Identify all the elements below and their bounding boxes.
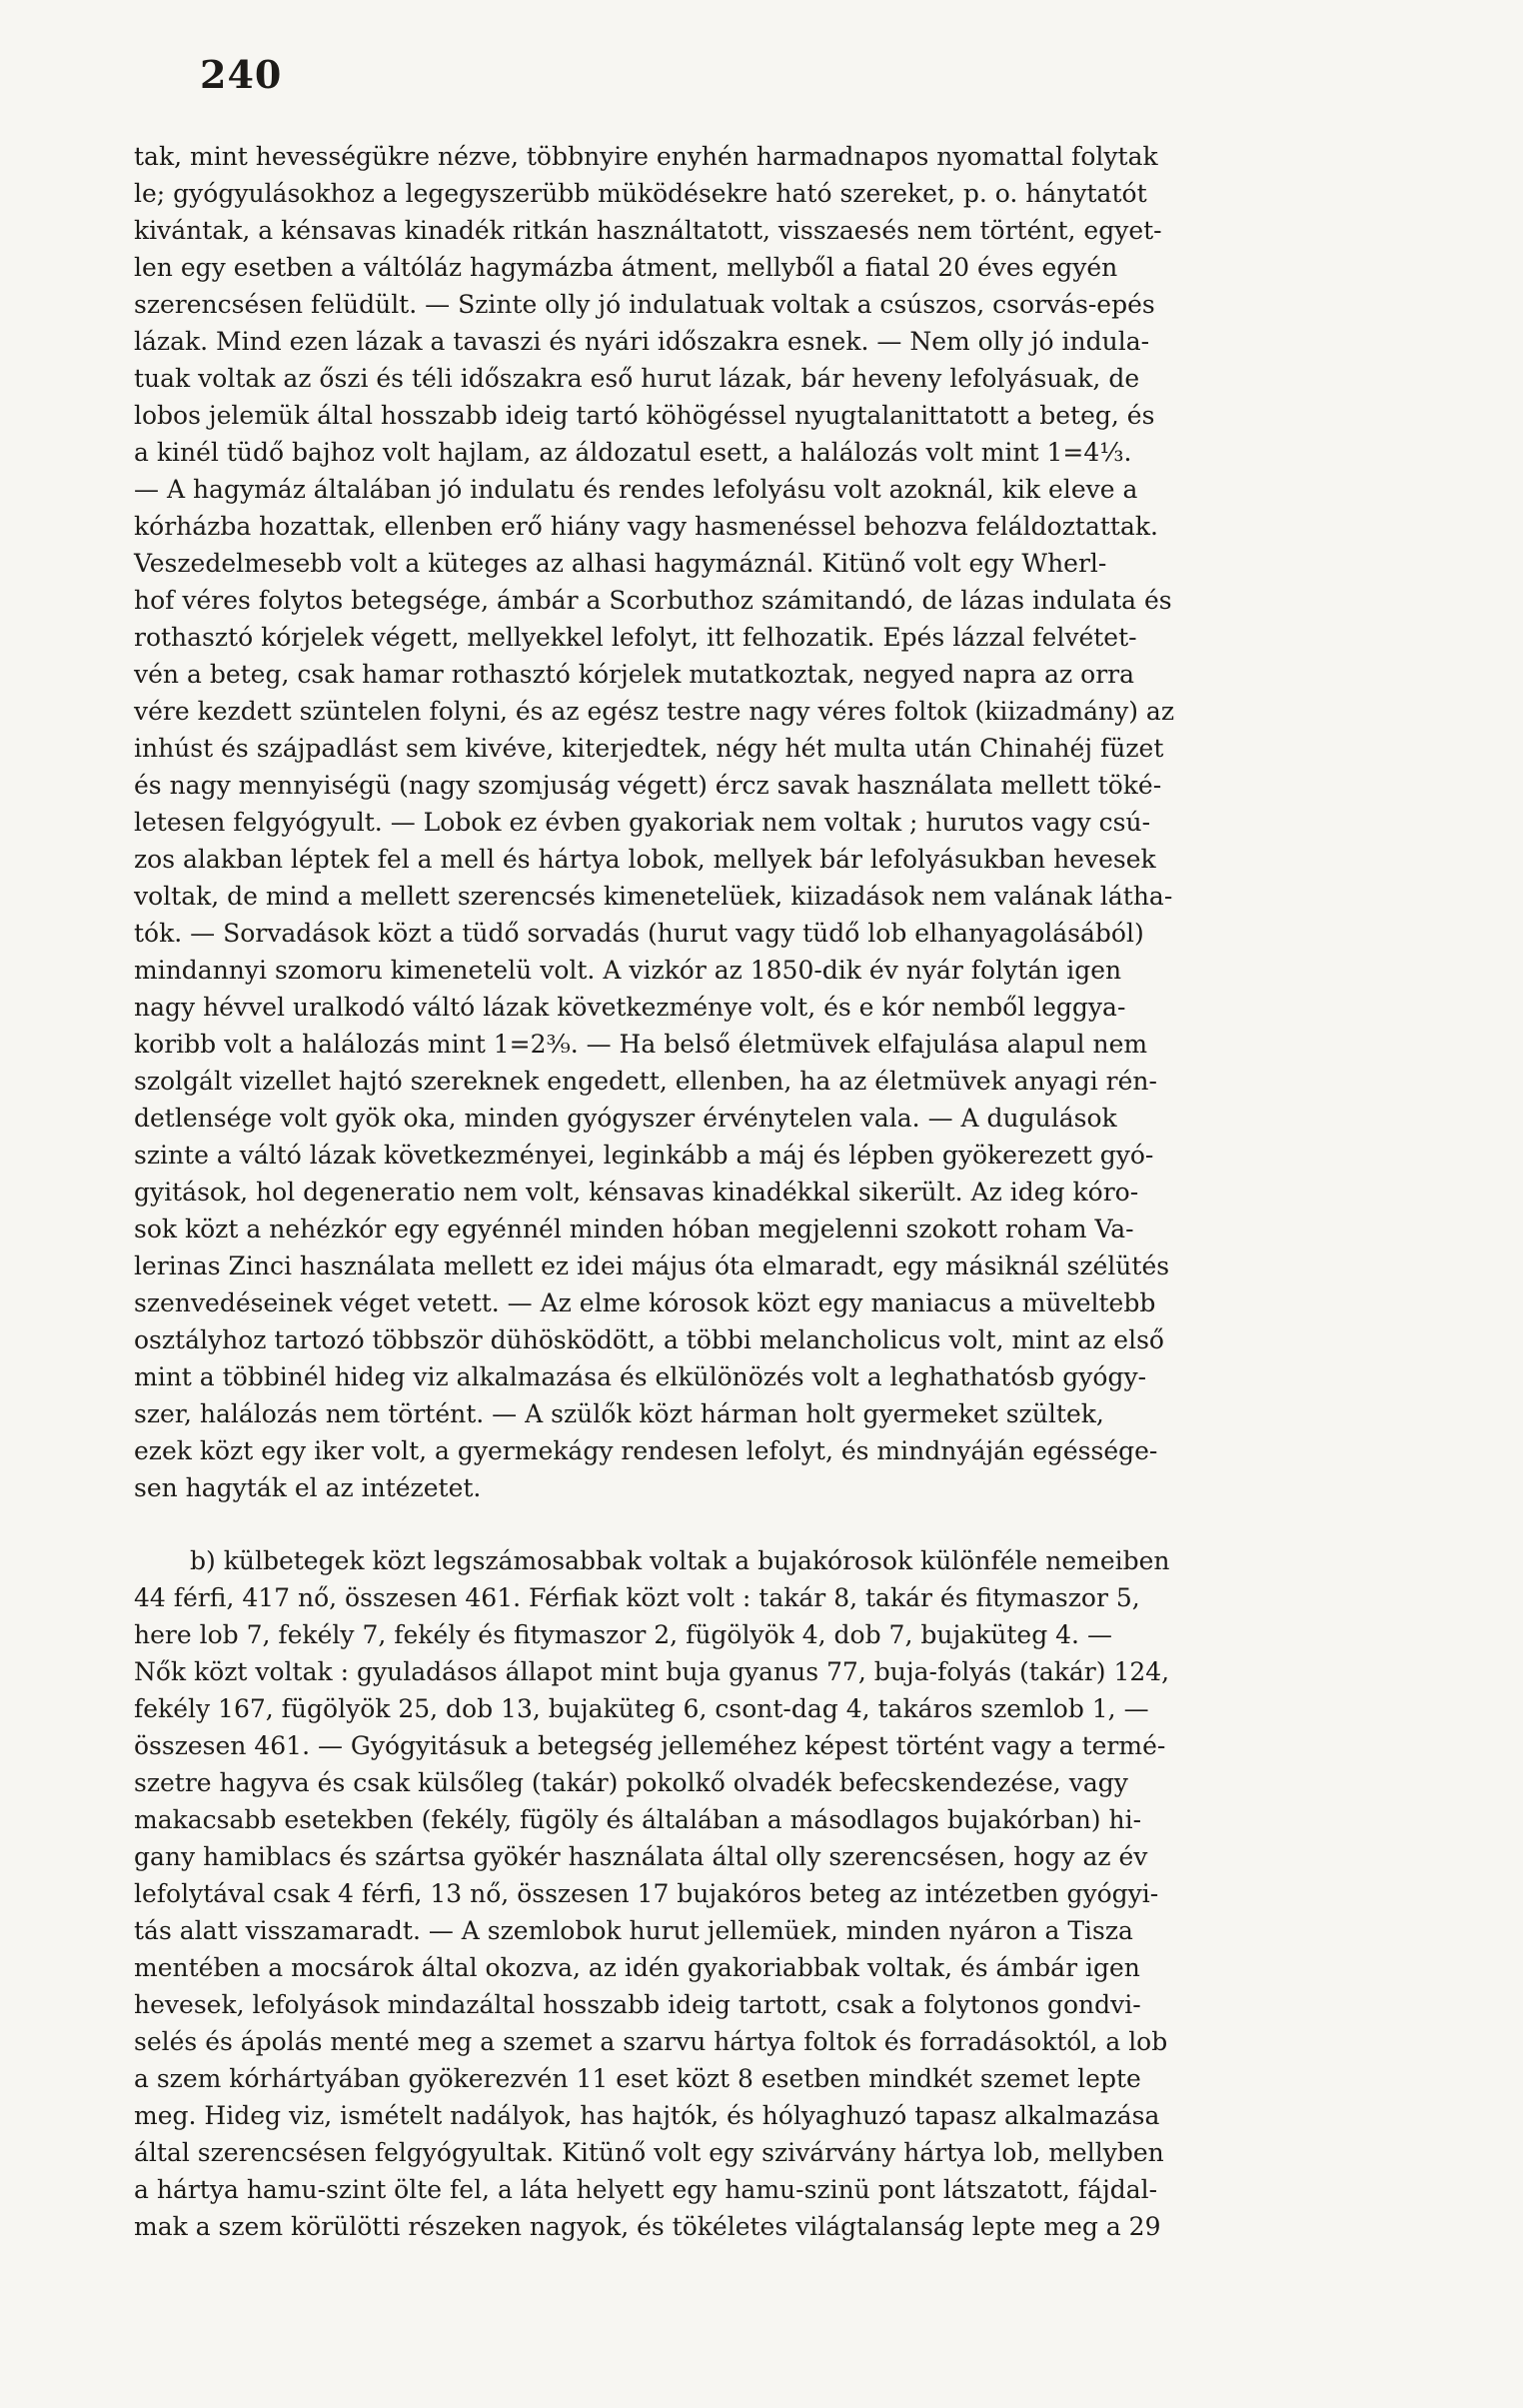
text-line: makacsabb esetekben (fekély, fügöly és általában a másodlagos bujakórban) hi- <box>134 1805 1142 1834</box>
paragraph-gap <box>134 1506 1435 1542</box>
text-line: ezek közt egy iker volt, a gyermekágy rendesen lefolyt, és mindnyáján egéssége- <box>134 1436 1158 1465</box>
text-line: összesen 461. — Gyógyitásuk a betegség jelleméhez képest történt vagy a termé- <box>134 1731 1166 1760</box>
text-line: voltak, de mind a mellett szerencsés kimenetelüek, kiizadások nem valának látha- <box>134 882 1173 911</box>
text-line: rothasztó kórjelek végett, mellyekkel lefolyt, itt felhozatik. Epés lázzal felvétet- <box>134 623 1137 652</box>
text-line: 44 férfi, 417 nő, összesen 461. Férfiak közt volt : takár 8, takár és fitymaszor 5, <box>134 1583 1140 1612</box>
text-line: inhúst és szájpadlást sem kivéve, kiterjedtek, négy hét multa után Chinahéj füzet <box>134 734 1164 763</box>
text-line: mint a többinél hideg viz alkalmazása és elkülönözés volt a leghathatósb gyógy- <box>134 1362 1147 1391</box>
text-line: selés és ápolás menté meg a szemet a szarvu hártya foltok és forradásoktól, a lob <box>134 2027 1168 2056</box>
text-line: által szerencsésen felgyógyultak. Kitünő volt egy szivárvány hártya lob, mellyben <box>134 2138 1164 2167</box>
text-line: lobos jelemük által hosszabb ideig tartó köhögéssel nyugtalanittatott a beteg, és <box>134 401 1155 430</box>
text-line: mentében a mocsárok által okozva, az idén gyakoriabbak voltak, és ámbár igen <box>134 1953 1140 1982</box>
text-line: sok közt a nehézkór egy egyénnél minden hóban megjelenni szokott roham Va- <box>134 1214 1134 1243</box>
paragraph-outpatients <box>134 1542 1435 2245</box>
text-line: vére kezdett szüntelen folyni, és az egész testre nagy véres foltok (kiizadmány) az <box>134 697 1175 726</box>
text-line: tás alatt visszamaradt. — A szemlobok hurut jellemüek, minden nyáron a Tisza <box>134 1916 1133 1945</box>
text-line: nagy hévvel uralkodó váltó lázak következménye volt, és e kór nemből leggya- <box>134 993 1126 1022</box>
text-line: lefolytával csak 4 férfi, 13 nő, összesen 17 bujakóros beteg az intézetben gyógyi- <box>134 1879 1159 1908</box>
text-line: kórházba hozattak, ellenben erő hiány vagy hasmenéssel behozva feláldoztattak. <box>134 512 1158 541</box>
text-line: gany hamiblacs és szártsa gyökér használata által olly szerencsésen, hogy az év <box>134 1842 1148 1871</box>
page-number: 240 <box>200 52 283 97</box>
text-line: b) külbetegek közt legszámosabbak voltak a bujakórosok különféle nemeiben <box>190 1546 1170 1575</box>
text-line: a szem kórhártyában gyökerezvén 11 eset közt 8 esetben mindkét szemet lepte <box>134 2064 1141 2093</box>
text-line: sen hagyták el az intézetet. <box>134 1473 482 1502</box>
text-line: Veszedelmesebb volt a küteges az alhasi hagymáznál. Kitünő volt egy Wherl- <box>134 549 1107 578</box>
text-line: gyitások, hol degeneratio nem volt, kénsavas kinadékkal sikerült. Az ideg kóro- <box>134 1178 1139 1206</box>
text-line: hof véres folytos betegsége, ámbár a Scorbuthoz számitandó, de lázas indulata és <box>134 586 1172 615</box>
text-line: letesen felgyógyult. — Lobok ez évben gyakoriak nem voltak ; hurutos vagy csú- <box>134 808 1151 837</box>
text-line: a hártya hamu-szint ölte fel, a láta helyett egy hamu-szinü pont látszatott, fájdal- <box>134 2175 1158 2204</box>
text-line: meg. Hideg viz, ismételt nadályok, has hajtók, és hólyaghuzó tapasz alkalmazása <box>134 2101 1160 2130</box>
text-line: szerencsésen felüdült. — Szinte olly jó indulatuak voltak a csúszos, csorvás-epés <box>134 290 1155 319</box>
text-line: osztályhoz tartozó többször dühösködött, a többi melancholicus volt, mint az első <box>134 1325 1164 1354</box>
text-line: tuak voltak az őszi és téli időszakra eső hurut lázak, bár heveny lefolyásuak, de <box>134 364 1140 393</box>
text-line: szenvedéseinek véget vetett. — Az elme kórosok közt egy maniacus a müveltebb <box>134 1288 1156 1317</box>
text-line: lerinas Zinci használata mellett ez idei május óta elmaradt, egy másiknál szélütés <box>134 1251 1170 1280</box>
text-line: mak a szem körülötti részeken nagyok, és tökéletes világtalanság lepte meg a 29 <box>134 2212 1161 2241</box>
text-line: Nők közt voltak : gyuladásos állapot mint buja gyanus 77, buja-folyás (takár) 124, <box>134 1657 1170 1686</box>
text-line: szetre hagyva és csak külsőleg (takár) pokolkő olvadék befecskendezése, vagy <box>134 1768 1128 1797</box>
body-text <box>134 138 1435 2245</box>
text-line: len egy esetben a váltóláz hagymázba átment, mellyből a fiatal 20 éves egyén <box>134 253 1118 282</box>
text-line: lázak. Mind ezen lázak a tavaszi és nyári időszakra esnek. — Nem olly jó indula- <box>134 327 1150 356</box>
text-line: detlensége volt gyök oka, minden gyógyszer érvénytelen vala. — A dugulások <box>134 1104 1117 1133</box>
text-line: szinte a váltó lázak következményei, leginkább a máj és lépben gyökerezett gyó- <box>134 1141 1154 1170</box>
text-line: vén a beteg, csak hamar rothasztó kórjelek mutatkoztak, negyed napra az orra <box>134 660 1135 689</box>
text-line: — A hagymáz általában jó indulatu és rendes lefolyásu volt azoknál, kik eleve a <box>134 475 1138 504</box>
text-line: hevesek, lefolyások mindazáltal hosszabb ideig tartott, csak a folytonos gondvi- <box>134 1990 1141 2019</box>
text-line: koribb volt a halálozás mint 1=2³⁄₉. — Ha belső életmüvek elfajulása alapul nem <box>134 1030 1148 1059</box>
text-line: mindannyi szomoru kimenetelü volt. A vizkór az 1850-dik év nyár folytán igen <box>134 956 1122 985</box>
text-line: és nagy mennyiségü (nagy szomjuság végett) ércz savak használata mellett töké- <box>134 771 1162 800</box>
paragraph-inpatients <box>134 138 1435 1506</box>
text-line: szer, halálozás nem történt. — A szülők közt hárman holt gyermeket szültek, <box>134 1399 1104 1428</box>
text-line: kivántak, a kénsavas kinadék ritkán használtatott, visszaesés nem történt, egyet- <box>134 216 1162 245</box>
text-line: a kinél tüdő bajhoz volt hajlam, az áldozatul esett, a halálozás volt mint 1=4⅓. <box>134 438 1132 467</box>
text-line: szolgált vizellet hajtó szereknek engedett, ellenben, ha az életmüvek anyagi rén- <box>134 1067 1157 1096</box>
text-line: fekély 167, fügölyök 25, dob 13, bujaküteg 6, csont-dag 4, takáros szemlob 1, — <box>134 1694 1149 1723</box>
text-line: le; gyógyulásokhoz a legegyszerübb müködésekre ható szereket, p. o. hánytatót <box>134 179 1147 208</box>
text-line: zos alakban léptek fel a mell és hártya lobok, mellyek bár lefolyásukban hevesek <box>134 845 1156 874</box>
text-line: tók. — Sorvadások közt a tüdő sorvadás (hurut vagy tüdő lob elhanyagolásából) <box>134 919 1144 948</box>
text-line: here lob 7, fekély 7, fekély és fitymaszor 2, fügölyök 4, dob 7, bujaküteg 4. — <box>134 1620 1112 1649</box>
text-line: tak, mint hevességükre nézve, többnyire enyhén harmadnapos nyomattal folytak <box>134 142 1158 171</box>
